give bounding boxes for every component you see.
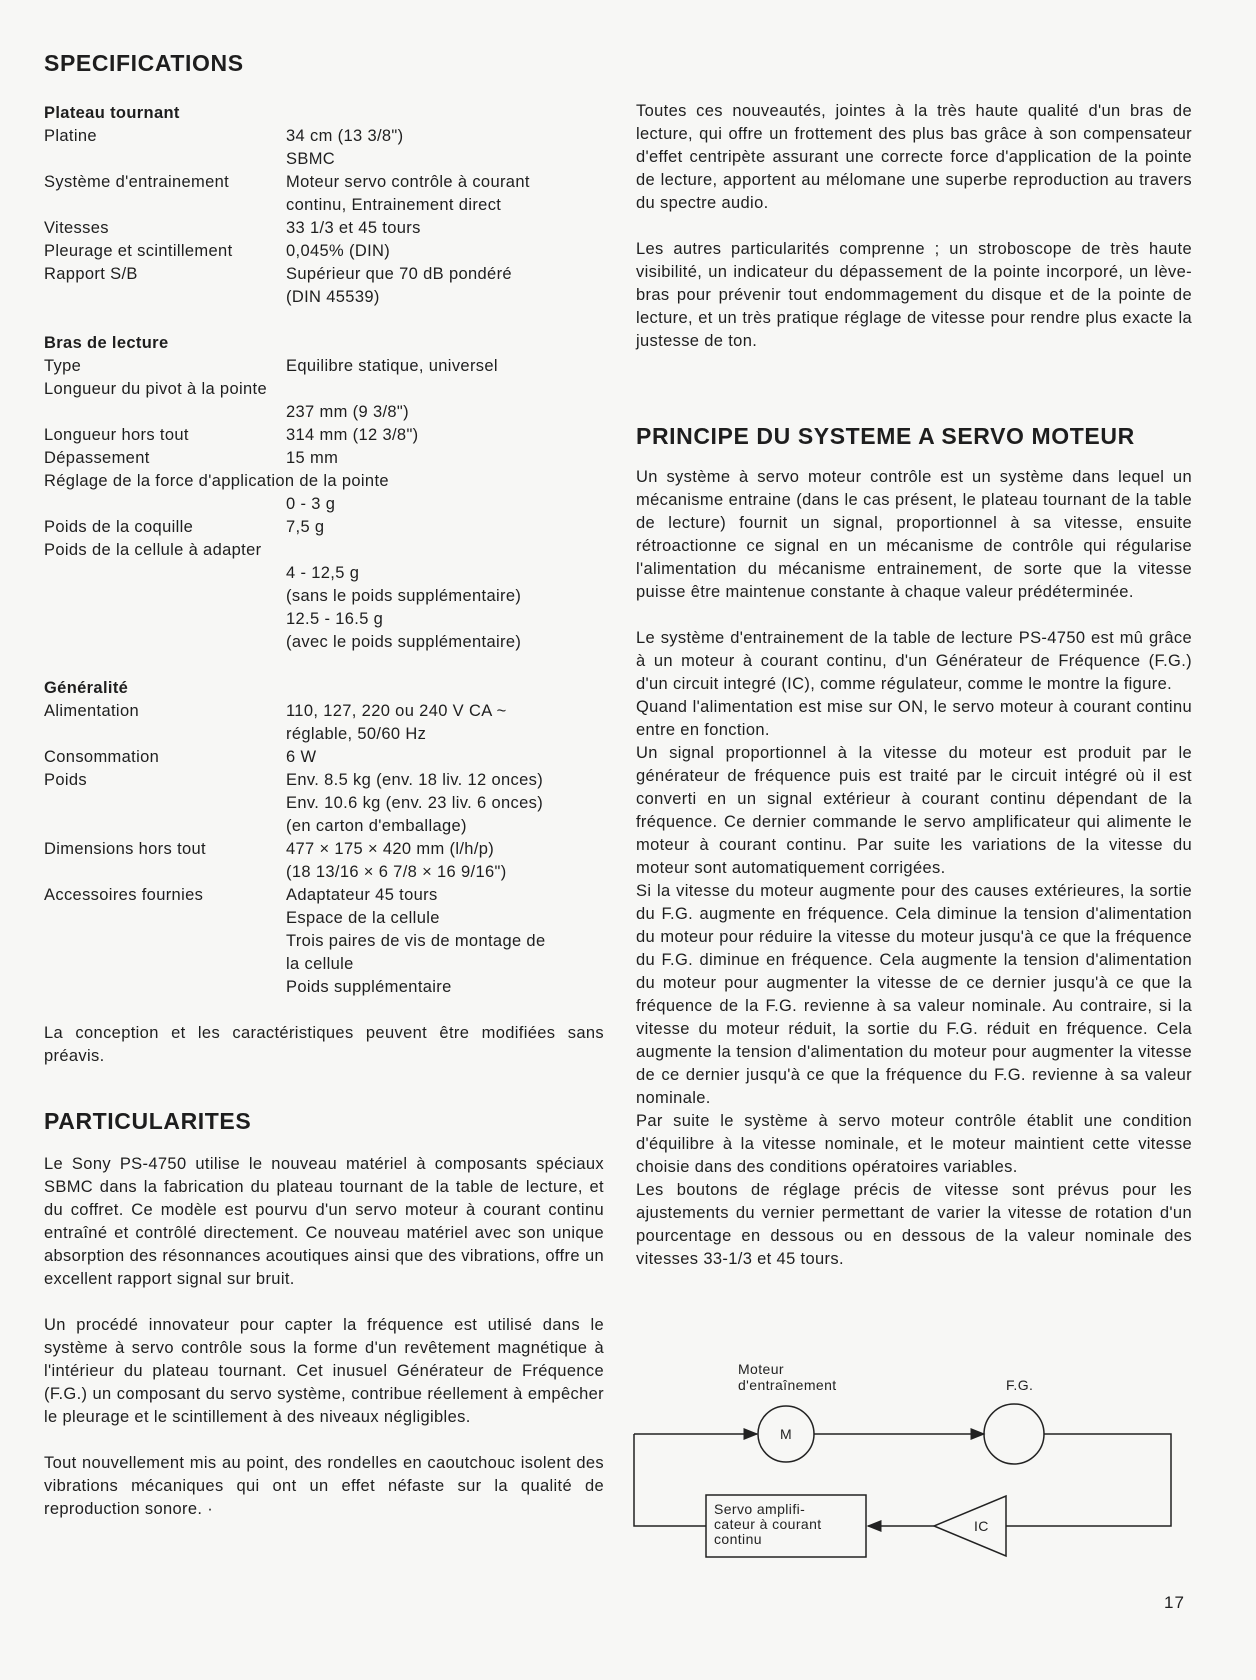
paragraph: Par suite le système à servo moteur contrôle établit une condition d'équilibre à la vitesse nominale, et le moteur maintient cette vitesse choisie dans des conditions opératoires variables. xyxy=(636,1111,1192,1176)
spec-note: La conception et les caractéristiques peuvent être modifiées sans préavis. xyxy=(44,1023,604,1065)
spec-row xyxy=(44,838,604,884)
spec-value: Supérieur que 70 dB pondéré xyxy=(286,264,512,283)
spec-row xyxy=(44,700,604,746)
paragraph: Quand l'alimentation est mise sur ON, le servo moteur à courant continu entre en fonction. xyxy=(636,697,1192,739)
servo-label: cateur à courant xyxy=(714,1516,822,1532)
spec-value: SBMC xyxy=(286,149,336,168)
spec-label: Dépassement xyxy=(44,448,150,467)
spec-value: 4 - 12,5 g xyxy=(286,563,360,582)
spec-row xyxy=(44,424,604,447)
spec-label: Rapport S/B xyxy=(44,264,138,283)
spec-value: 110, 127, 220 ou 240 V CA ~ xyxy=(286,701,507,720)
spec-value: Trois paires de vis de montage de xyxy=(286,931,546,950)
paragraph: Les boutons de réglage précis de vitesse sont prévus pour les ajustements du vernier permettant de varier la vitesse de rotation d'un pourcentage en dessous ou en dessous de la valeur nominale des vitesses 33-1/3 et 45 tours. xyxy=(636,1180,1192,1268)
spec-label: Accessoires fournies xyxy=(44,885,204,904)
spec-label: Type xyxy=(44,356,82,375)
spec-label: Système d'entrainement xyxy=(44,172,230,191)
spec-group-bras xyxy=(44,332,604,654)
left-column xyxy=(44,50,604,1521)
spec-value: Env. 10.6 kg (env. 23 liv. 6 onces) xyxy=(286,793,544,812)
spec-label: Poids de la coquille xyxy=(44,517,194,536)
paragraph: Si la vitesse du moteur augmente pour des causes extérieures, la sortie du F.G. augmente en fréquence. Cela diminue la tension d'alimentation du moteur pour réduire la vitesse du moteur jusqu'à ce que la fréquence du F.G. diminue en fréquence. Cela augmente la tension d'alimentation du moteur pour augmenter la vitesse de ce dernier jusqu'à ce que la fréquence de la F.G. revienne à sa valeur nominale. Au contraire, si la vitesse du moteur réduit, la sortie du F.G. réduit en fréquence. Cela augmente la tension d'alimentation du moteur pour augmenter la vitesse de ce dernier jusqu'à ce que la fréquence du F.G. revienne à sa valeur nominale. xyxy=(636,881,1192,1107)
spec-value: continu, Entrainement direct xyxy=(286,195,502,214)
servo-block-diagram xyxy=(634,1354,1194,1554)
spec-value: 33 1/3 et 45 tours xyxy=(286,218,421,237)
servo-label: Servo amplifi- xyxy=(714,1501,806,1517)
motor-label: d'entraînement xyxy=(738,1377,837,1393)
spec-value: la cellule xyxy=(286,954,354,973)
spec-row xyxy=(44,171,604,217)
spec-label: Poids xyxy=(44,770,88,789)
fg-label: F.G. xyxy=(1006,1377,1034,1393)
paragraph: Un procédé innovateur pour capter la fréquence est utilisé dans le système à servo contrôle sous la forme d'un revêtement magnétique à l'intérieur du plateau tournant. Cet inusuel Générateur de Fréquence (F.G.) un composant du servo système, contribue réellement à empêcher le pleurage et le scintillement à des niveaux négligibles. xyxy=(44,1316,604,1427)
spec-label: Alimentation xyxy=(44,701,139,720)
spec-value: 7,5 g xyxy=(286,517,325,536)
spec-value: Env. 8.5 kg (env. 18 liv. 12 onces) xyxy=(286,770,544,789)
motor-label: Moteur xyxy=(738,1361,784,1377)
spec-value: 6 W xyxy=(286,747,317,766)
fg-circle xyxy=(984,1404,1044,1464)
spec-value: 12.5 - 16.5 g xyxy=(286,609,384,628)
spec-label: Dimensions hors tout xyxy=(44,839,206,858)
particularites-title: PARTICULARITES xyxy=(44,1107,252,1134)
paragraph: Le système d'entrainement de la table de lecture PS-4750 est mû grâce à un moteur à courant continu, d'un Générateur de Fréquence (F.G.) d'un circuit integré (IC), comme régulateur, comme le montre la figure. xyxy=(636,628,1192,693)
paragraph: Les autres particularités comprenne ; un stroboscope de très haute visibilité, un indicateur du dépassement de la pointe incorporé, un lève-bras pour prévenir tout endommagement du disque et de la pointe de lecture, et un très pratique réglage de vitesse pour rendre plus exacte la justesse de ton. xyxy=(636,240,1192,350)
spec-value: réglable, 50/60 Hz xyxy=(286,724,427,743)
spec-label: Consommation xyxy=(44,747,160,766)
spec-value: (18 13/16 × 6 7/8 × 16 9/16") xyxy=(286,862,507,881)
page-number: 17 xyxy=(1164,1593,1185,1612)
spec-row xyxy=(44,125,604,171)
spec-row xyxy=(44,746,604,769)
spec-value: 15 mm xyxy=(286,448,339,467)
spec-label: Pleurage et scintillement xyxy=(44,241,233,260)
motor-symbol: M xyxy=(780,1426,793,1442)
spec-value: Equilibre statique, universel xyxy=(286,356,498,375)
principe-title: PRINCIPE DU SYSTEME A SERVO MOTEUR xyxy=(636,423,1135,449)
servo-label: continu xyxy=(714,1531,762,1547)
paragraph: Toutes ces nouveautés, jointes à la très haute qualité d'un bras de lecture, qui offre un frottement des plus bas grâce à son compensateur d'effet centripète assurant une correcte force d'application de la pointe de lecture, apportent au mélomane une superbe reproduction au travers du spectre audio. xyxy=(636,102,1192,212)
paragraph: Un système à servo moteur contrôle est un système dans lequel un mécanisme entraine (dans le cas présent, le plateau tournant de la table de lecture) fournit un signal, proportionnel à sa vitesse, ensuite rétroactionne ce signal en un mécanisme de contrôle qui régularise l'alimentation du mécanisme entrainement, de sorte que la vitesse puisse être maintenue constante à chaque valeur prédéterminée. xyxy=(636,467,1192,601)
spec-row xyxy=(44,769,604,838)
ic-label: IC xyxy=(974,1518,989,1534)
spec-value: (DIN 45539) xyxy=(286,287,380,306)
spec-group-title: Généralité xyxy=(44,678,129,697)
spec-value: (en carton d'emballage) xyxy=(286,816,467,835)
ic-triangle xyxy=(934,1496,1006,1556)
spec-value: 314 mm (12 3/8") xyxy=(286,425,419,444)
spec-row xyxy=(44,516,604,539)
spec-value: 237 mm (9 3/8") xyxy=(286,402,409,421)
spec-value: Poids supplémentaire xyxy=(286,977,452,996)
paragraph: Un signal proportionnel à la vitesse du moteur est produit par le générateur de fréquence puis est traité par le circuit intégré où il est converti en un signal extérieur à courant continu dépendant de la fréquence. Ce dernier commande le servo amplificateur qui alimente le moteur à courant continu. Par suite les variations de la vitesse du moteur sont automatiquement corrigées. xyxy=(636,743,1192,877)
spec-group-title: Bras de lecture xyxy=(44,333,169,352)
spec-value: 34 cm (13 3/8") xyxy=(286,126,404,145)
spec-label: Longueur du pivot à la pointe xyxy=(44,379,267,398)
connector-line xyxy=(1006,1434,1171,1526)
paragraph: Tout nouvellement mis au point, des rondelles en caoutchouc isolent des vibrations mécaniques qui ont un effet néfaste sur la qualité de reproduction sonore. · xyxy=(44,1454,604,1519)
spec-row xyxy=(44,884,604,999)
diagram-svg xyxy=(634,1354,1194,1554)
spec-value: 477 × 175 × 420 mm (l/h/p) xyxy=(286,839,495,858)
spec-value: 0 - 3 g xyxy=(286,494,336,513)
spec-label: Réglage de la force d'application de la pointe xyxy=(44,471,389,490)
spec-label: Poids de la cellule à adapter xyxy=(44,540,262,559)
spec-value: Moteur servo contrôle à courant xyxy=(286,172,530,191)
spec-row xyxy=(44,355,604,378)
spec-group-title: Plateau tournant xyxy=(44,103,180,122)
right-column xyxy=(636,100,1192,1271)
spec-value: 0,045% (DIN) xyxy=(286,241,391,260)
specifications-title: SPECIFICATIONS xyxy=(44,50,244,76)
spec-group-plateau xyxy=(44,102,604,309)
spec-label: Vitesses xyxy=(44,218,109,237)
spec-value: (sans le poids supplémentaire) xyxy=(286,586,522,605)
spec-row xyxy=(44,263,604,309)
spec-group-generalite xyxy=(44,677,604,999)
spec-row xyxy=(44,447,604,470)
spec-value: Adaptateur 45 tours xyxy=(286,885,438,904)
spec-row xyxy=(44,217,604,240)
connector-line xyxy=(634,1434,706,1526)
spec-row xyxy=(44,240,604,263)
paragraph: Le Sony PS-4750 utilise le nouveau matériel à composants spéciaux SBMC dans la fabrication du plateau tournant de la table de lecture, et du coffret. Ce modèle est pourvu d'un servo moteur à courant continu entraîné et contrôlé directement. Ce nouveau matériel avec son unique absorption des résonnances acoutiques ainsi que des vibrations, offre un excellent rapport signal sur bruit. xyxy=(44,1155,604,1289)
spec-label: Platine xyxy=(44,126,97,145)
spec-value: (avec le poids supplémentaire) xyxy=(286,632,522,651)
spec-value: Espace de la cellule xyxy=(286,908,440,927)
spec-label: Longueur hors tout xyxy=(44,425,189,444)
